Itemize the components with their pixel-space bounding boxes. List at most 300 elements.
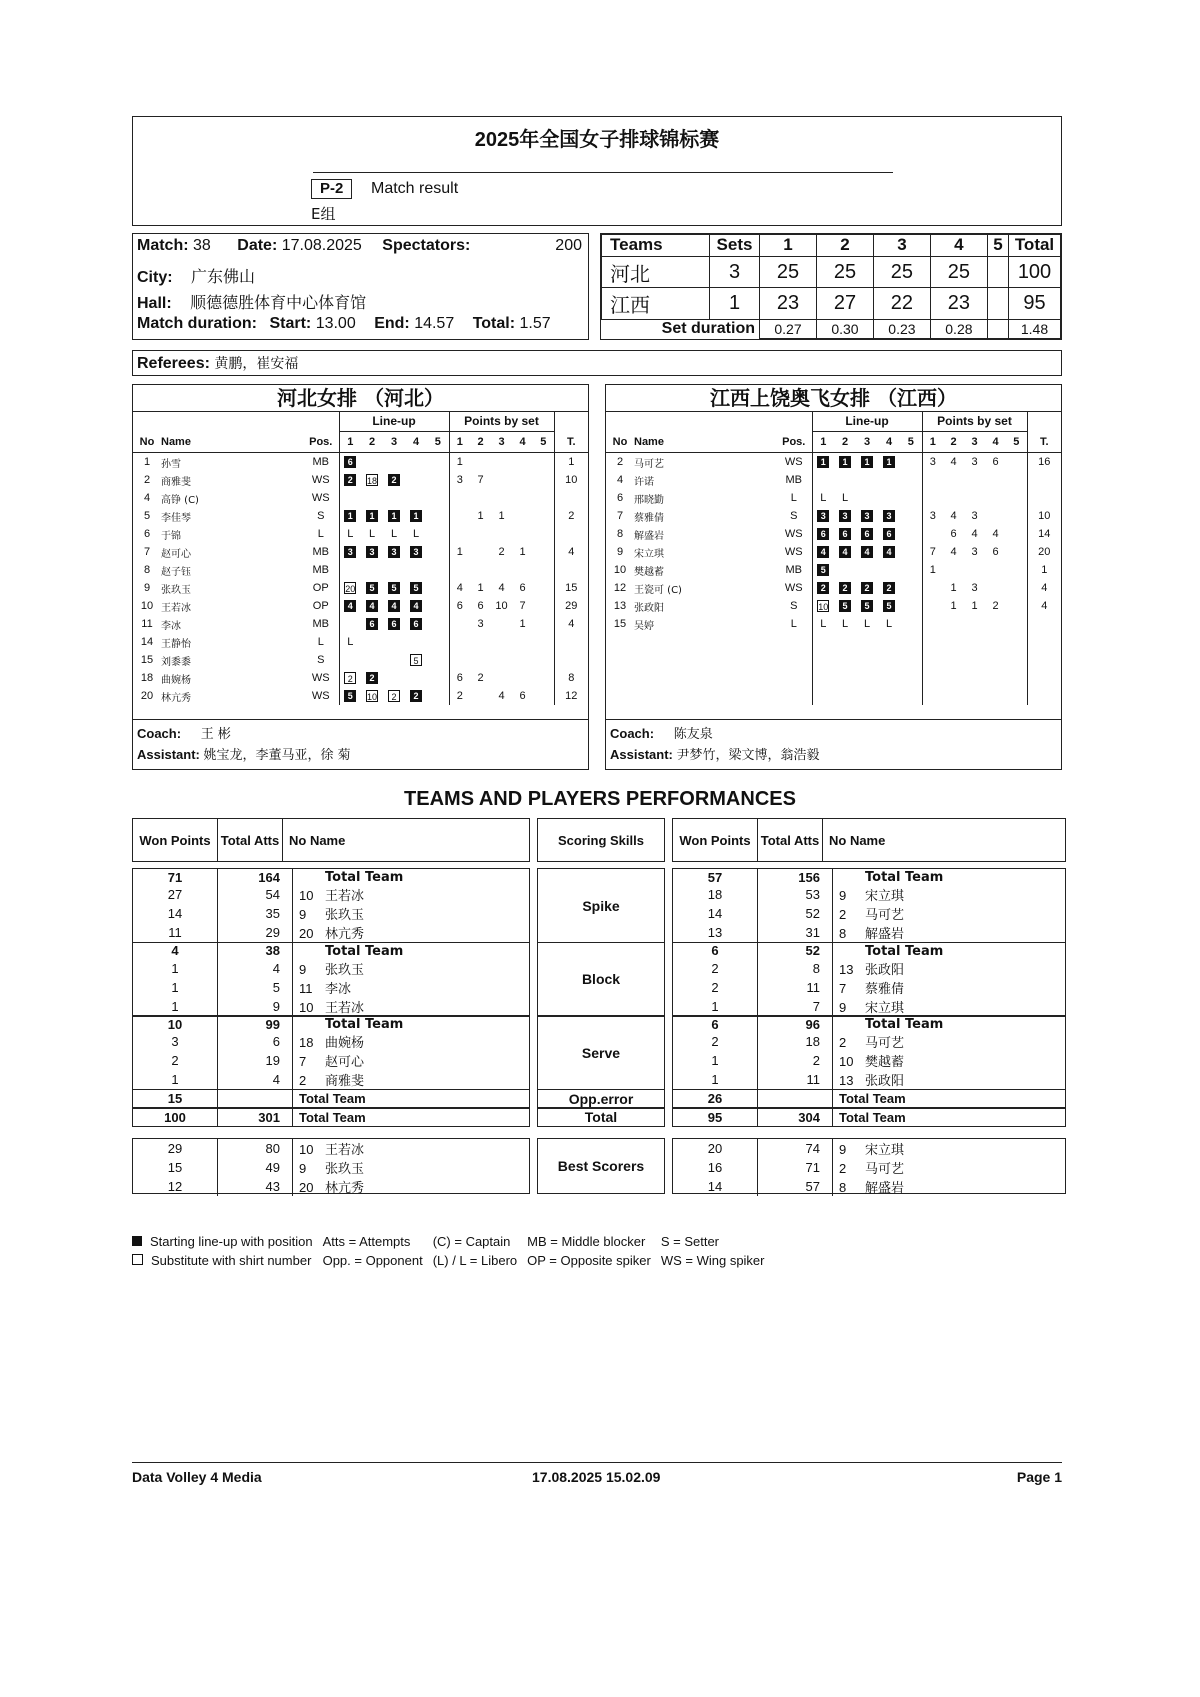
player-name: 张政阳 [865,962,905,978]
substitute-badge: 20 [345,584,356,595]
set-points [533,615,554,633]
perf-stat-row [133,923,529,942]
start-time: 13.00 [315,315,356,332]
player-number: 11 [141,618,153,630]
set-points: 6 [519,690,526,702]
player-position: MB [303,615,339,633]
won-points: 95 [673,1108,758,1126]
match-info [132,233,589,340]
player-number: 9 [839,888,847,903]
set-points [449,651,470,669]
perf-stat-row [673,1070,1065,1089]
footer-timestamp: 17.08.2025 15.02.09 [532,1469,661,1485]
player-name: Total Team [325,943,404,959]
player-number: 20 [299,1179,314,1195]
total-label: Total: [472,315,516,332]
set-points [449,507,470,525]
team-a-title: 河北女排 （河北） [133,385,588,412]
set-points: 4 [456,582,463,594]
won-points: 26 [673,1090,758,1108]
substitute-badge: 5 [410,654,422,666]
player-name: 王静怡 [161,638,191,650]
player-name: 解盛岩 [865,927,905,942]
won-points: 14 [673,904,758,923]
player-number: 14 [140,636,154,648]
set-points [1006,453,1027,472]
set-duration: 0.27 [760,319,817,338]
set-points [533,633,554,651]
player-number: 2 [839,1035,847,1050]
coach-label: Coach: [610,726,655,741]
legend-item: Starting line-up with position [150,1234,313,1249]
set-points: 1 [477,510,484,522]
no-header: No [139,435,155,448]
player-number: 4 [616,474,624,486]
set-score: 22 [873,288,930,319]
player-row [606,651,1061,669]
skill-label: Block [537,942,665,1017]
player-name: 张玖玉 [325,962,365,978]
set-score: 23 [760,288,817,319]
score-row-team-a [602,256,1061,287]
player-number: 18 [299,1035,314,1050]
set-number: 1 [347,436,354,448]
player-total: 4 [1041,582,1048,594]
player-number: 2 [299,1073,307,1088]
player-position: WS [776,543,812,561]
set-points [985,615,1006,633]
player-name: 李佳琴 [161,512,191,524]
lineup-mark: L [368,528,376,540]
legend-item: (L) / L = Libero [432,1253,518,1268]
set-points [922,525,943,543]
perf-stat-block [672,942,1066,1017]
player-total [1027,489,1061,507]
won-points: 14 [673,1177,758,1196]
starter-badge: 1 [883,456,895,468]
total-atts: 164 [218,869,293,885]
sets-won: 1 [710,288,760,319]
team-a-grid [133,411,588,705]
starter-badge: 1 [839,456,851,468]
won-points: 6 [673,1016,758,1032]
set-score: 27 [816,288,873,319]
player-total: 2 [568,510,575,522]
player-position: L [303,525,339,543]
referees-names: 黄鹏，崔安福 [214,356,299,372]
player-total: 15 [565,582,578,594]
spectators-count: 200 [555,237,582,254]
spectators-label: Spectators: [382,237,471,254]
player-name: 李冰 [161,620,181,632]
player-number: 18 [140,672,154,684]
total-atts: 43 [218,1177,293,1196]
starter-badge: 3 [883,510,895,522]
player-total: 16 [1038,456,1051,468]
player-name: Total Team [865,1017,944,1032]
perf-stat-row [133,885,529,904]
starter-badge: 6 [839,528,851,540]
set-points: 4 [950,456,957,468]
player-row [606,669,1061,687]
perf-stat-block [132,868,530,943]
set-points [964,561,985,579]
set-number: 4 [519,436,526,448]
lineup-mark: L [390,528,398,540]
won-points: 3 [133,1032,218,1051]
starter-badge: 5 [861,600,873,612]
player-row [133,507,588,525]
player-name: 樊越蓄 [634,566,664,578]
won-points-header: Won Points [133,819,218,861]
set-points: 1 [971,600,978,612]
scoring-skills-header: Scoring Skills [558,832,644,848]
won-points: 27 [133,885,218,904]
match-date: 17.08.2025 [281,237,362,254]
won-points: 1 [133,978,218,997]
won-points: 18 [673,885,758,904]
coach-divider [606,719,1061,720]
set-points: 1 [456,456,463,468]
set-points [922,597,943,615]
total-atts: 99 [218,1016,293,1032]
player-name: Total Team [325,870,404,885]
set-points [964,615,985,633]
starter-badge: 5 [839,600,851,612]
total-atts: 11 [758,978,833,997]
won-points: 1 [133,959,218,978]
set-points [533,489,554,507]
set-points [491,651,512,669]
legend-item: Atts = Attempts [322,1234,411,1249]
player-position: S [776,597,812,615]
set-points [533,651,554,669]
player-row [606,579,1061,597]
set-points [533,687,554,705]
set-points: 1 [477,582,484,594]
player-row [133,651,588,669]
set-points [512,471,533,489]
legend-item: WS = Wing spiker [660,1253,765,1268]
set-points [985,579,1006,597]
footer-page: Page 1 [1016,1469,1062,1485]
player-number: 7 [143,546,151,558]
player-name: 张玖玉 [161,584,191,596]
player-name: Total Team [865,943,944,959]
won-points: 57 [673,869,758,885]
player-name: 樊越蓄 [865,1055,905,1070]
total-time: 1.57 [519,315,551,332]
player-row [606,525,1061,543]
perf-summary-row [672,1089,1066,1109]
performance-title: TEAMS AND PLAYERS PERFORMANCES [404,788,796,810]
player-position: MB [303,543,339,561]
starter-badge: 2 [817,582,829,594]
set-points [533,597,554,615]
perf-stat-row [133,943,529,959]
player-number: 12 [613,582,627,594]
page-footer [132,1462,1062,1485]
starter-badge: 3 [410,546,422,558]
perf-summary-row [132,1107,530,1127]
set-duration: 0.28 [930,319,987,338]
total-atts: 52 [758,904,833,923]
legend-item: Opp. = Opponent [322,1253,423,1268]
set-points: 2 [477,672,484,684]
total-atts: 74 [758,1139,833,1158]
player-row [133,633,588,651]
set-points [491,525,512,543]
player-name: 马可艺 [865,908,905,923]
player-total: 8 [568,672,575,684]
player-total: 4 [1041,600,1048,612]
set-points: 1 [519,546,526,558]
set-duration [987,319,1008,338]
set-points [449,525,470,543]
substitute-badge: 2 [344,672,356,684]
total-points: 95 [1009,288,1061,319]
city-value: 广东佛山 [191,267,256,286]
set-points [449,561,470,579]
set-points: 1 [929,564,936,576]
total-atts: 9 [218,997,293,1016]
assistant-label: Assistant: [610,747,673,762]
score-header: 5 [987,235,1008,257]
set-points: 3 [929,456,936,468]
set-number: 2 [841,436,849,448]
starter-badge: 2 [861,582,873,594]
player-position: WS [303,489,339,507]
set-points: 2 [498,546,505,558]
player-number: 2 [143,474,151,486]
player-name: 林亢秀 [325,927,365,942]
skill-label: Serve [537,1015,665,1090]
total-atts: 57 [758,1177,833,1196]
player-number: 11 [299,980,313,996]
starter-badge: 2 [366,672,378,684]
player-position: MB [303,561,339,579]
player-total: 12 [565,690,578,702]
player-row [133,453,588,472]
starter-badge: 5 [883,600,895,612]
perf-stat-row [133,1032,529,1051]
set-points [470,687,491,705]
starter-badge: 2 [839,582,851,594]
player-name: 解盛岩 [634,530,664,542]
set-points: 4 [498,582,505,594]
set-number: 3 [863,436,871,448]
player-name: Total Team [865,870,944,885]
player-row [606,489,1061,507]
starter-badge: 6 [344,456,356,468]
won-points: 71 [133,869,218,885]
starter-badge: 1 [861,456,873,468]
set-number: 1 [820,436,827,448]
won-points: 2 [673,1032,758,1051]
set-points [533,471,554,489]
total-atts: 38 [218,943,293,959]
set-points [943,561,964,579]
player-name: 蔡雅倩 [634,512,664,524]
set-points [985,561,1006,579]
name-header: Name [161,435,191,448]
lineup-mark: L [347,636,354,648]
score-row-team-b [602,288,1061,319]
player-number: 13 [613,600,627,612]
set-points [470,651,491,669]
won-points: 11 [133,923,218,942]
starter-badge: 4 [883,546,895,558]
player-number: 9 [839,999,847,1015]
set-points: 3 [971,582,978,594]
won-points: 1 [133,1070,218,1089]
set-points: 4 [971,528,978,540]
player-name: 赵子钰 [161,566,191,578]
starter-badge: 1 [388,510,400,522]
legend-item: S = Setter [660,1234,719,1249]
won-points: 20 [673,1139,758,1158]
player-number: 7 [616,510,624,522]
player-number: 4 [143,492,151,504]
player-row [133,597,588,615]
set-points [922,489,943,507]
total-atts: 96 [758,1016,833,1032]
set-duration: 0.23 [873,319,930,338]
player-number: 6 [143,528,151,540]
perf-stat-row [133,1051,529,1070]
set-points: 6 [992,456,999,468]
set-points [470,453,491,472]
set-number: 1 [456,436,463,448]
player-total: 20 [1038,546,1051,558]
lineup-mark: L [412,528,420,540]
player-number: 10 [613,564,627,576]
player-row [606,615,1061,633]
set-score: 23 [930,288,987,319]
player-name: 张政阳 [634,602,664,614]
total-atts: 4 [218,959,293,978]
set-points [449,633,470,651]
starter-badge: 6 [366,618,378,630]
starter-badge: 1 [344,510,356,522]
starter-badge: 1 [366,510,378,522]
set-points: 3 [929,510,936,522]
substitute-badge: 10 [366,692,377,703]
player-number: 8 [143,564,151,576]
set-points [533,669,554,687]
player-number: 10 [140,600,154,612]
player-number: 9 [143,582,151,594]
player-name: 刘黍黍 [161,656,191,668]
player-number: 6 [616,492,624,504]
perf-stat-block [672,1138,1066,1194]
set-number: 2 [477,436,484,448]
starter-badge: 4 [817,546,829,558]
set-points: 3 [971,546,978,558]
perf-stat-row [133,978,529,997]
player-name: 宋立琪 [865,889,905,904]
player-name: 林亢秀 [325,1180,365,1196]
starter-square-icon [132,1236,142,1246]
player-row [606,471,1061,489]
referees-label: Referees: [137,355,210,372]
report-header [132,116,1062,226]
starter-badge: 2 [883,582,895,594]
set-points [1006,543,1027,561]
total-atts-header: Total Atts [758,819,823,861]
total-atts: 5 [218,978,293,997]
player-total [554,651,588,669]
won-points: 29 [133,1139,218,1158]
player-name: 马可艺 [865,1161,905,1177]
set-points [943,489,964,507]
set-score: 25 [873,256,930,287]
set-points: 6 [950,528,957,540]
player-number: 7 [839,980,847,996]
date-label: Date: [237,237,278,254]
perf-stat-row [133,1139,529,1158]
substitute-badge: 2 [388,690,400,702]
total-atts: 2 [758,1051,833,1070]
perf-a-header [132,818,530,862]
perf-stat-row [133,959,529,978]
set-points: 6 [477,600,484,612]
match-number: 38 [193,237,211,254]
total-atts: 11 [758,1070,833,1089]
set-points [1006,471,1027,489]
set-number: 2 [368,436,376,448]
perf-stat-row [673,1032,1065,1051]
perf-summary-row [132,1089,530,1109]
set-number: 2 [950,436,957,448]
set-points [470,543,491,561]
set-points: 1 [456,546,463,558]
set-points [512,507,533,525]
set-points [1006,597,1027,615]
player-position: WS [776,453,812,472]
player-row [606,543,1061,561]
starter-badge: 3 [861,510,873,522]
lineup-mark: L [820,618,827,630]
total-header: T. [566,435,576,448]
player-row [606,633,1061,651]
player-name: Total Team [325,1017,404,1032]
total-atts: 19 [218,1051,293,1070]
player-name: 张政阳 [865,1074,905,1089]
set-points [985,489,1006,507]
player-row [133,579,588,597]
player-name: 邢晓勤 [634,494,664,506]
total-atts: 71 [758,1158,833,1177]
team-a-coach: 王 彬 [200,727,231,742]
perf-stat-row [673,1158,1065,1177]
total-atts: 29 [218,923,293,942]
set-points [470,525,491,543]
title-divider [313,172,893,173]
set-points [922,615,943,633]
player-row [133,561,588,579]
set-points [985,507,1006,525]
legend [132,1232,775,1270]
starter-badge: 4 [366,600,378,612]
player-row [133,687,588,705]
starter-badge: 1 [817,456,829,468]
starter-badge: 5 [388,582,400,594]
summary-label: Total [537,1107,665,1127]
player-number: 15 [613,618,627,630]
set-points: 4 [950,510,957,522]
player-row [606,687,1061,705]
